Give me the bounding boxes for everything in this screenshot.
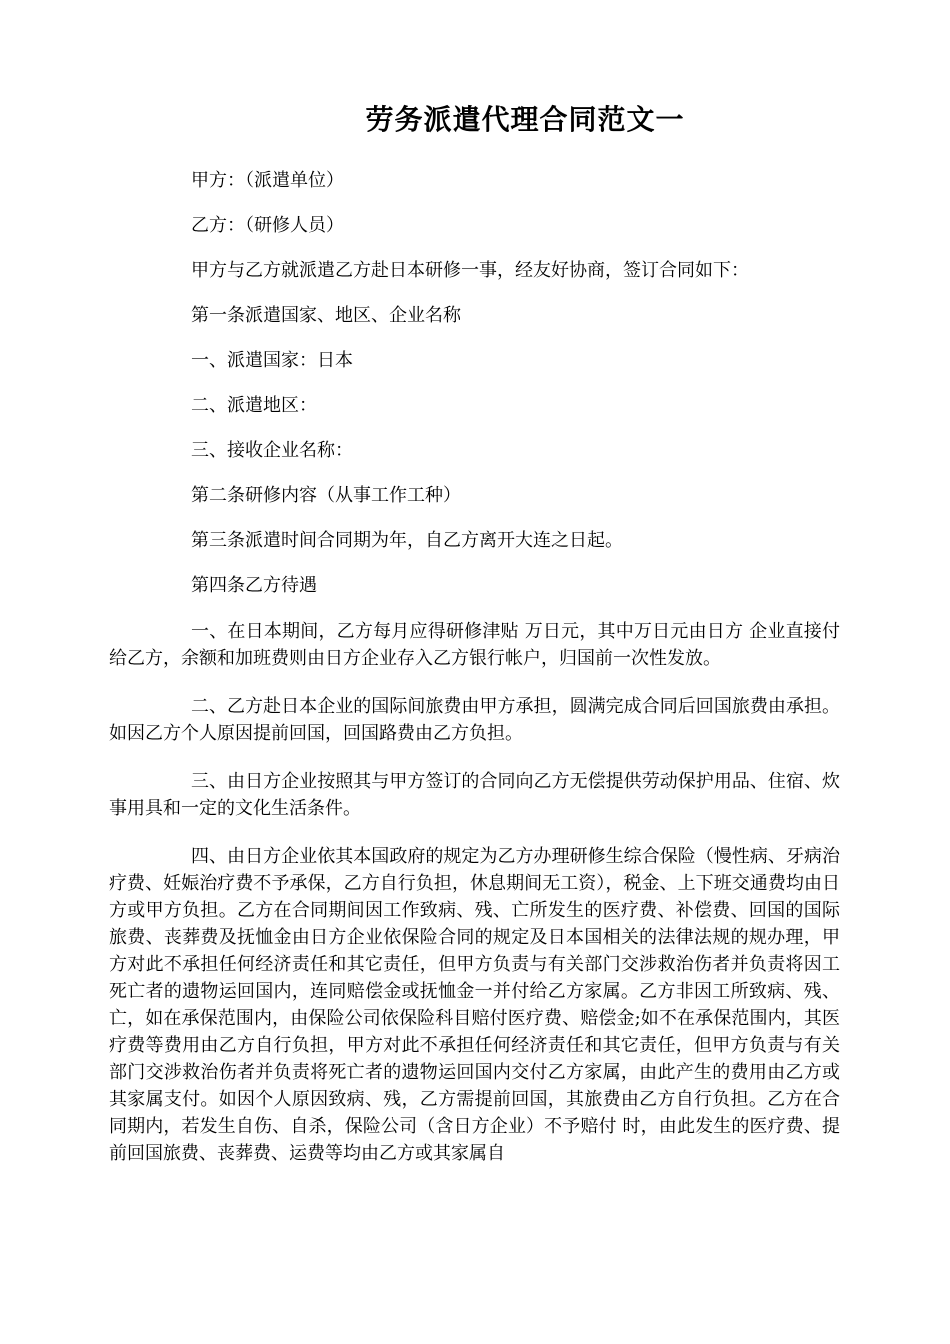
article-4-paragraph-4: 四、由日方企业依其本国政府的规定为乙方办理研修生综合保险（慢性病、牙病治疗费、妊娠治疗费不予承保，乙方自行负担，休息期间无工资），税金、上下班交通费均由日方或甲方负担。乙方在合同期间因工作致病、残、亡所发生的医疗费、补偿费、回国的国际旅费、丧葬费及抚恤金由日方企业依保险合同的规定及日本国相关的法律法规的规办理，甲方对此不承担任何经济责任和其它责任，但甲方负责与有关部门交涉救治伤者并负责将因工死亡者的遗物运回国内，连同赔偿金或抚恤金一并付给乙方家属。乙方非因工所致病、残、亡，如在承保范围内，由保险公司依保险科目赔付医疗费、赔偿金;如不在承保范围内，其医疗费等费用由乙方自行负担，甲方对此不承担任何经济责任和其它责任，但甲方负责与有关部门交涉救治伤者并负责将死亡者的遗物运回国内交付乙方家属，由此产生的费用由乙方或其家属支付。如因个人原因致病、残，乙方需提前回国，其旅费由乙方自行负担。乙方在合同期内，若发生自伤、自杀，保险公司（含日方企业）不予赔付 时，由此发生的医疗费、提前回国旅费、丧葬费、运费等均由乙方或其家属自 — [109, 846, 840, 1164]
article-4-heading: 第四条乙方待遇 — [191, 575, 317, 596]
article-1-country: 一、派遣国家：日本 — [191, 350, 353, 371]
article-4-paragraph-2: 二、乙方赴日本企业的国际间旅费由甲方承担，圆满完成合同后回国旅费由承担。如因乙方个人原因提前回国，回国路费由乙方负担。 — [109, 696, 840, 744]
article-1-company: 三、接收企业名称： — [191, 440, 353, 461]
document-body — [109, 168, 840, 1167]
article-4-paragraph-1: 一、在日本期间，乙方每月应得研修津贴 万日元，其中万日元由日方 企业直接付给乙方，余额和加班费则由日方企业存入乙方银行帐户，归国前一次性发放。 — [109, 621, 840, 669]
article-4-paragraph-3: 三、由日方企业按照其与甲方签订的合同向乙方无偿提供劳动保护用品、住宿、炊事用具和一定的文化生活条件。 — [109, 771, 840, 819]
document-title: 劳务派遣代理合同范文一 — [365, 103, 685, 136]
party-b-line: 乙方：（研修人员） — [191, 215, 344, 236]
article-1-heading: 第一条派遣国家、地区、企业名称 — [191, 305, 461, 326]
article-3-line: 第三条派遣时间合同期为年，自乙方离开大连之日起。 — [191, 530, 623, 551]
article-1-region: 二、派遣地区： — [191, 395, 317, 416]
party-a-line: 甲方：（派遣单位） — [191, 170, 344, 191]
preamble-line: 甲方与乙方就派遣乙方赴日本研修一事，经友好协商，签订合同如下： — [191, 260, 749, 281]
article-2-heading: 第二条研修内容（从事工作工种） — [191, 485, 461, 506]
